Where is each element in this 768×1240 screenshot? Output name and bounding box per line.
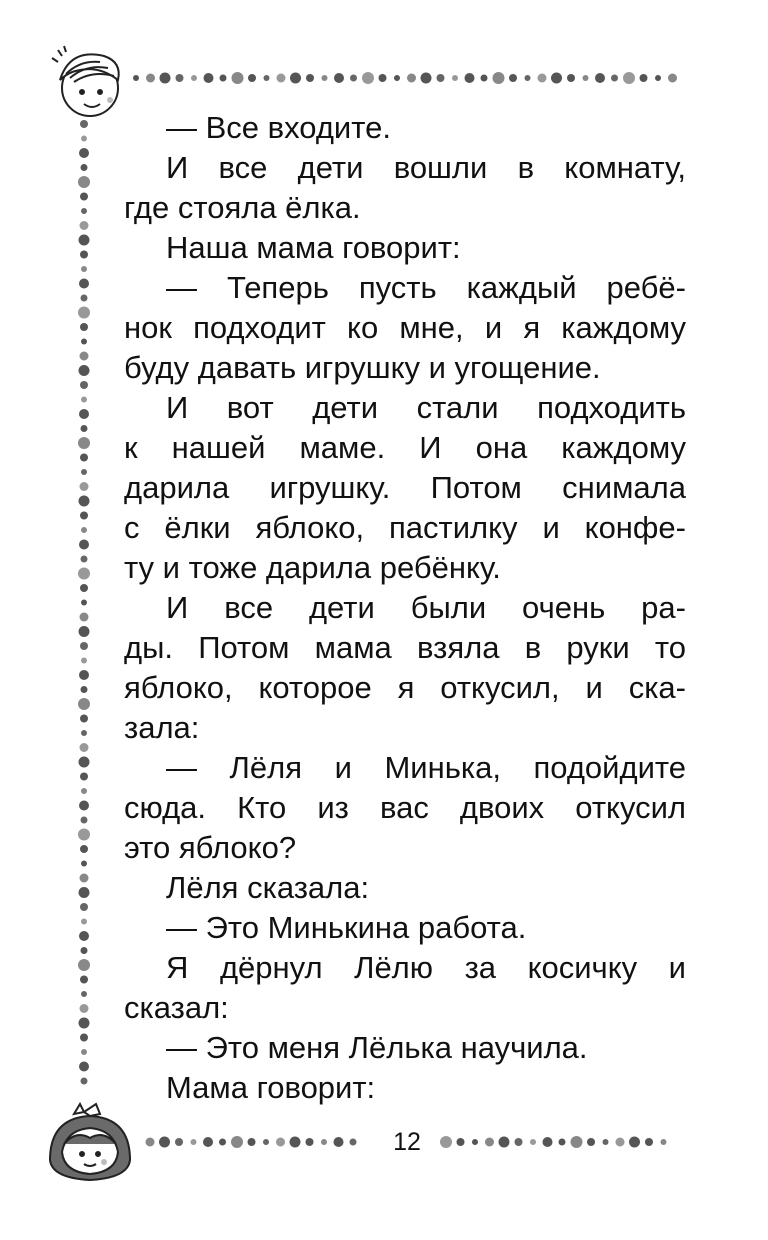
border-dot xyxy=(81,919,87,925)
border-dot xyxy=(264,75,270,81)
border-dot xyxy=(79,540,89,550)
text-line: ды. Потом мама взяла в руки то xyxy=(124,630,686,665)
border-dot xyxy=(277,74,286,83)
border-dot xyxy=(306,74,314,82)
border-dot xyxy=(611,75,618,82)
border-dot xyxy=(80,715,88,723)
border-dot xyxy=(571,1136,583,1148)
border-dot xyxy=(81,600,87,606)
left-dot-border xyxy=(78,120,90,1085)
text-line: сказал: xyxy=(124,990,229,1025)
border-dot xyxy=(79,1062,89,1072)
border-dot xyxy=(78,829,90,841)
border-dot xyxy=(80,642,88,650)
text-line: с ёлки яблоко, пастилку и конфе- xyxy=(124,510,686,545)
border-dot xyxy=(79,626,90,637)
border-dot xyxy=(499,1137,510,1148)
border-dot xyxy=(321,1139,327,1145)
text-line: Мама говорит: xyxy=(166,1070,376,1105)
border-dot xyxy=(79,496,90,507)
border-dot xyxy=(379,74,387,82)
border-dot xyxy=(160,73,171,84)
text-line: Я дёрнул Лёлю за косичку и xyxy=(166,950,686,985)
border-dot xyxy=(79,148,89,158)
border-dot xyxy=(146,1138,155,1147)
page-number: 12 xyxy=(393,1128,421,1156)
border-dot xyxy=(78,307,90,319)
border-dot xyxy=(440,1136,452,1148)
border-dot xyxy=(80,976,88,984)
border-dot xyxy=(81,339,87,345)
border-dot xyxy=(203,1137,213,1147)
border-dot xyxy=(551,73,562,84)
border-dot xyxy=(248,74,256,82)
border-dot xyxy=(587,1138,595,1146)
text-line: дарила игрушку. Потом снимала xyxy=(124,470,686,505)
border-dot xyxy=(176,74,184,82)
border-dot xyxy=(81,947,88,954)
border-dot xyxy=(191,75,197,81)
text-line: — Лёля и Минька, подойдите xyxy=(166,750,686,785)
border-dot xyxy=(81,425,88,432)
border-dot xyxy=(81,1049,87,1055)
border-dot xyxy=(623,72,635,84)
text-line: И все дети были очень ра- xyxy=(166,590,686,625)
border-dot xyxy=(159,1137,170,1148)
border-dot xyxy=(543,1137,553,1147)
border-dot xyxy=(81,136,87,142)
text-line: Наша мама говорит: xyxy=(166,230,461,265)
border-dot xyxy=(493,72,505,84)
border-dot xyxy=(80,352,89,361)
border-dot xyxy=(81,788,87,794)
border-dot xyxy=(645,1138,653,1146)
text-line: — Теперь пусть каждый ребё- xyxy=(166,270,686,305)
border-dot xyxy=(629,1137,640,1148)
border-dot xyxy=(530,1139,536,1145)
text-line: ту и тоже дарила ребёнку. xyxy=(124,550,501,585)
border-dot xyxy=(655,75,661,81)
border-dot xyxy=(509,74,517,82)
story-text xyxy=(124,108,686,1108)
border-dot xyxy=(80,454,88,462)
border-dot xyxy=(81,686,88,693)
boy-face-icon xyxy=(52,46,119,116)
border-dot xyxy=(290,1137,301,1148)
text-line: нок подходит ко мне, и я каждому xyxy=(124,310,686,345)
border-dot xyxy=(668,74,677,83)
border-dot xyxy=(80,1034,88,1042)
text-line: И вот дети стали подходить xyxy=(166,390,686,425)
border-dot xyxy=(350,1139,357,1146)
border-dot xyxy=(263,1139,269,1145)
border-dot xyxy=(78,437,90,449)
border-dot xyxy=(80,773,88,781)
border-dot xyxy=(538,74,547,83)
border-dot xyxy=(79,279,89,289)
border-dot xyxy=(80,613,89,622)
text-line: это яблоко? xyxy=(124,830,297,865)
text-line: сюда. Кто из вас двоих откусил xyxy=(124,790,686,825)
border-dot xyxy=(437,74,445,82)
border-dot xyxy=(79,931,89,941)
border-dot xyxy=(80,221,89,230)
border-dot xyxy=(276,1138,285,1147)
border-dot xyxy=(334,1137,344,1147)
border-dot xyxy=(79,801,89,811)
border-dot xyxy=(334,73,344,83)
border-dot xyxy=(79,409,89,419)
border-dot xyxy=(175,1138,183,1146)
border-dot xyxy=(81,295,88,302)
text-line: Лёля сказала: xyxy=(166,870,370,905)
border-dot xyxy=(81,861,87,867)
border-dot xyxy=(394,75,400,81)
border-dot xyxy=(362,72,374,84)
border-dot xyxy=(81,817,88,824)
border-dot xyxy=(81,658,87,664)
border-dot xyxy=(80,193,88,201)
border-dot xyxy=(81,164,88,171)
border-dot xyxy=(79,670,89,680)
border-dot xyxy=(81,730,87,736)
border-dot xyxy=(79,365,90,376)
text-line: И все дети вошли в комнату, xyxy=(166,150,686,185)
border-dot xyxy=(79,235,90,246)
border-dot xyxy=(219,1139,226,1146)
border-dot xyxy=(80,251,88,259)
border-dot xyxy=(80,381,88,389)
border-dot xyxy=(81,469,87,475)
border-dot xyxy=(220,75,227,82)
border-dot xyxy=(232,72,244,84)
border-dot xyxy=(80,874,89,883)
border-dot xyxy=(78,698,90,710)
border-dot xyxy=(603,1139,609,1145)
border-dot xyxy=(78,568,90,580)
border-dot xyxy=(79,757,90,768)
border-dot xyxy=(81,1078,88,1085)
top-dot-border xyxy=(133,72,677,84)
border-dot xyxy=(661,1139,667,1145)
border-dot xyxy=(472,1139,478,1145)
border-dot xyxy=(191,1139,197,1145)
border-dot xyxy=(231,1136,243,1148)
border-dot xyxy=(80,584,88,592)
girl-face-icon xyxy=(50,1104,130,1180)
border-dot xyxy=(81,266,87,272)
border-dot xyxy=(350,75,357,82)
border-dot xyxy=(80,120,88,128)
text-line: зала: xyxy=(124,710,200,745)
border-dot xyxy=(81,527,87,533)
border-dot xyxy=(81,397,87,403)
border-dot xyxy=(81,991,87,997)
border-dot xyxy=(465,73,475,83)
border-dot xyxy=(421,73,432,84)
border-dot xyxy=(81,556,88,563)
text-line: — Все входите. xyxy=(166,110,391,145)
border-dot xyxy=(204,73,214,83)
border-dot xyxy=(559,1139,566,1146)
border-dot xyxy=(133,75,139,81)
border-dot xyxy=(80,482,89,491)
border-dot xyxy=(79,887,90,898)
border-dot xyxy=(595,73,605,83)
text-line: буду давать игрушку и угощение. xyxy=(124,350,601,385)
border-dot xyxy=(481,75,488,82)
text-line: — Это Минькина работа. xyxy=(166,910,527,945)
border-dot xyxy=(80,743,89,752)
border-dot xyxy=(583,75,589,81)
border-dot xyxy=(407,74,416,83)
border-dot xyxy=(452,75,458,81)
border-dot xyxy=(80,512,88,520)
border-dot xyxy=(525,75,531,81)
border-dot xyxy=(80,323,88,331)
border-dot xyxy=(81,208,87,214)
border-dot xyxy=(567,74,575,82)
border-dot xyxy=(78,959,90,971)
text-line: где стояла ёлка. xyxy=(124,190,361,225)
border-dot xyxy=(515,1138,523,1146)
text-line: к нашей маме. И она каждому xyxy=(124,430,686,465)
border-dot xyxy=(78,176,90,188)
border-dot xyxy=(640,74,648,82)
text-line: яблоко, которое я откусил, и ска- xyxy=(124,670,686,705)
border-dot xyxy=(322,75,328,81)
border-dot xyxy=(306,1138,314,1146)
border-dot xyxy=(146,74,155,83)
border-dot xyxy=(79,1018,90,1029)
border-dot xyxy=(290,73,301,84)
border-dot xyxy=(80,903,88,911)
border-dot xyxy=(80,1004,89,1013)
border-dot xyxy=(248,1138,256,1146)
border-dot xyxy=(80,845,88,853)
text-line: — Это меня Лёлька научила. xyxy=(166,1030,588,1065)
border-dot xyxy=(457,1138,465,1146)
border-dot xyxy=(616,1138,625,1147)
border-dot xyxy=(485,1138,494,1147)
